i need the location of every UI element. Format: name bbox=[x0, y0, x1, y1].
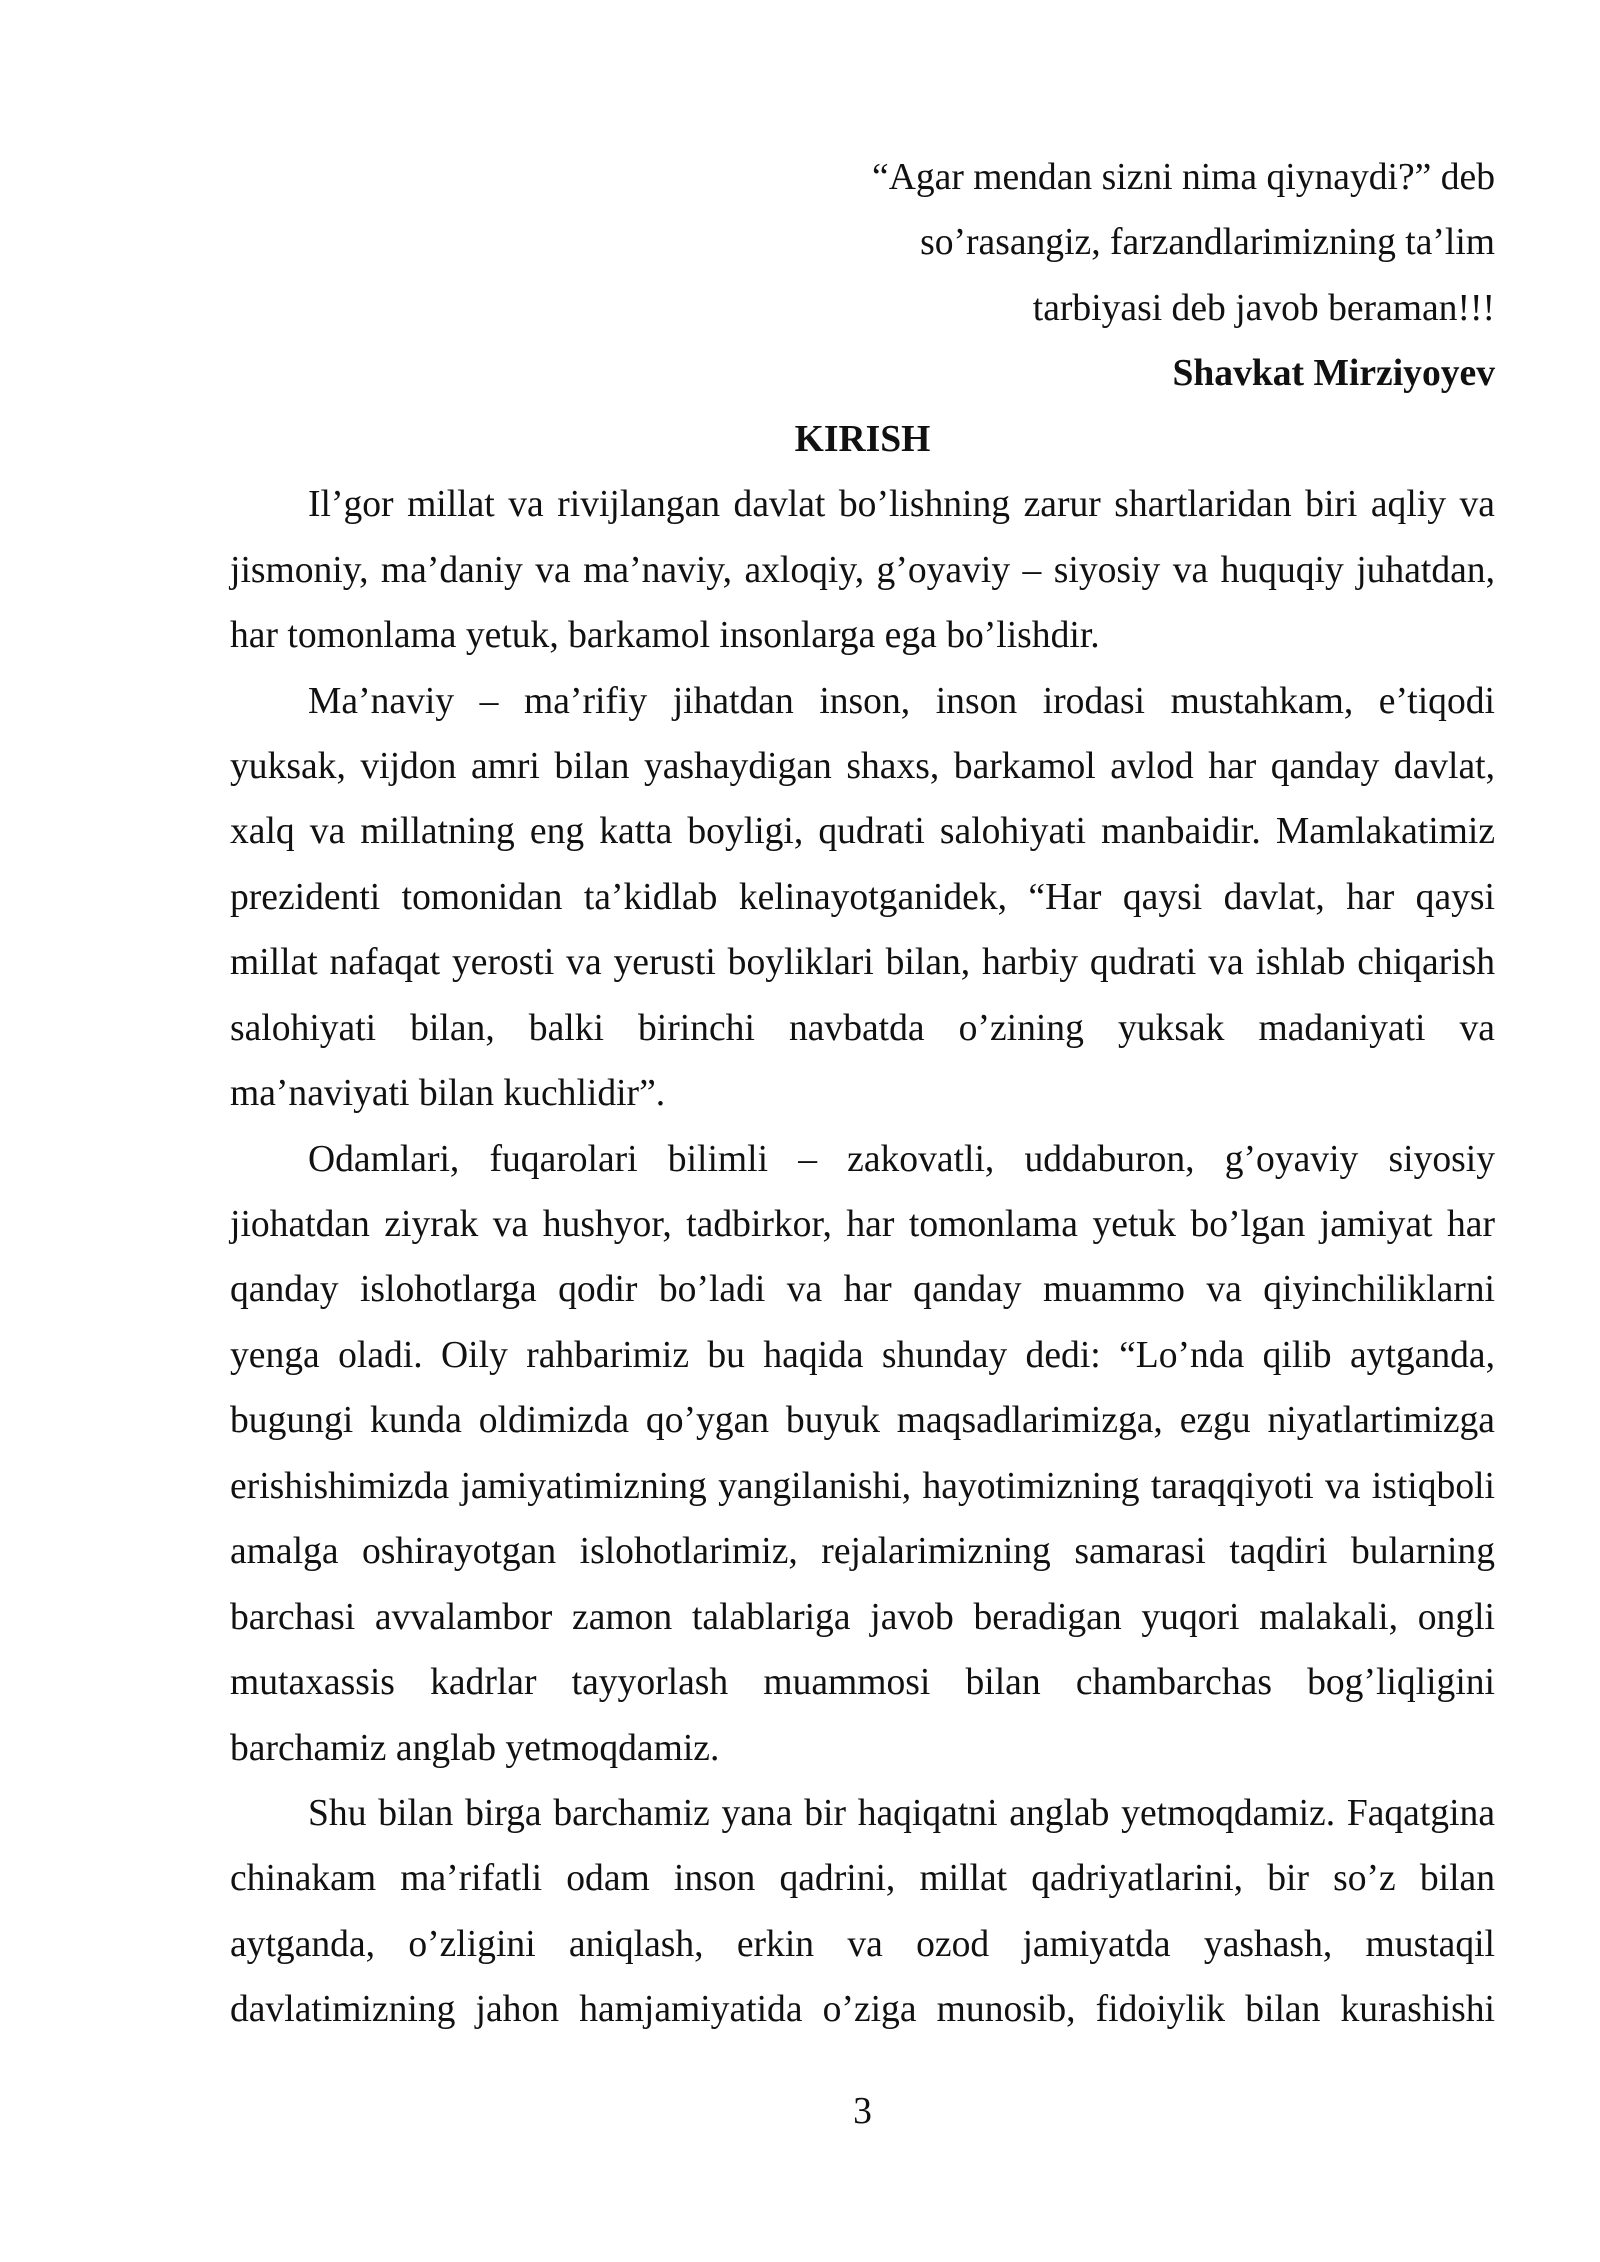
paragraph-line: Shu bilan birga barchamiz yana bir haqiqatni anglab yetmoqdamiz. Faqatgina bbox=[308, 1792, 1495, 1834]
paragraph-line: jismoniy, ma’daniy va ma’naviy, axloqiy, g’oyaviy – siyosiy va huquqiy juhatdan, bbox=[230, 549, 1495, 591]
paragraph-line: amalga oshirayotgan islohotlarimiz, rejalarimizning samarasi taqdiri bularning bbox=[230, 1531, 1495, 1573]
paragraph-line: davlatimizning jahon hamjamiyatida o’ziga munosib, fidoiylik bilan kurashishi bbox=[230, 1989, 1495, 2031]
paragraph-line: erishishimizda jamiyatimizning yangilanishi, hayotimizning taraqqiyoti va istiqboli bbox=[230, 1465, 1495, 1507]
paragraph-line: barchamiz anglab yetmoqdamiz. bbox=[230, 1727, 720, 1769]
epigraph-author: Shavkat Mirziyoyev bbox=[1172, 353, 1495, 395]
paragraph-line: jiohatdan ziyrak va hushyor, tadbirkor, har tomonlama yetuk bo’lgan jamiyat har bbox=[230, 1204, 1495, 1245]
section-heading: KIRISH bbox=[794, 418, 931, 460]
epigraph-line: so’rasangiz, farzandlarimizning ta’lim bbox=[920, 222, 1495, 264]
paragraph-line: barchasi avvalambor zamon talablariga javob beradigan yuqori malakali, ongli bbox=[230, 1596, 1495, 1638]
paragraph bbox=[230, 1781, 1495, 2043]
epigraph-line: “Agar mendan sizni nima qiynaydi?” deb bbox=[872, 157, 1495, 198]
paragraph-line: Il’gor millat va rivijlangan davlat bo’lishning zarur shartlaridan biri aqliy va bbox=[308, 484, 1495, 526]
paragraph-line: aytganda, o’zligini aniqlash, erkin va ozod jamiyatda yashash, mustaqil bbox=[230, 1923, 1495, 1965]
page-number: 3 bbox=[853, 2091, 872, 2132]
paragraph-line: Ma’naviy – ma’rifiy jihatdan inson, inson irodasi mustahkam, e’tiqodi bbox=[308, 680, 1495, 722]
text-column bbox=[230, 145, 1495, 2043]
paragraph-line: mutaxassis kadrlar tayyorlash muammosi bilan chambarchas bog’liqligini bbox=[230, 1662, 1495, 1704]
paragraph-line: yenga oladi. Oily rahbarimiz bu haqida shunday dedi: “Lo’nda qilib aytganda, bbox=[230, 1334, 1495, 1376]
paragraph-line: prezidenti tomonidan ta’kidlab kelinayotganidek, “Har qaysi davlat, har qaysi bbox=[230, 876, 1495, 918]
paragraph-line: xalq va millatning eng katta boyligi, qudrati salohiyati manbaidir. Mamlakatimiz bbox=[230, 811, 1495, 853]
paragraph-line: millat nafaqat yerosti va yerusti boyliklari bilan, harbiy qudrati va ishlab chiqarish bbox=[230, 942, 1495, 984]
paragraph-line: bugungi kunda oldimizda qo’ygan buyuk maqsadlarimizga, ezgu niyatlartimizga bbox=[230, 1400, 1495, 1442]
paragraph bbox=[230, 1127, 1495, 1781]
paragraph bbox=[230, 472, 1495, 668]
epigraph bbox=[230, 145, 1495, 407]
paragraph-line: Odamlari, fuqarolari bilimli – zakovatli, uddaburon, g’oyaviy siyosiy bbox=[308, 1138, 1495, 1180]
paragraph-line: qanday islohotlarga qodir bo’ladi va har qanday muammo va qiyinchiliklarni bbox=[230, 1269, 1495, 1311]
epigraph-line: tarbiyasi deb javob beraman!!! bbox=[1032, 287, 1495, 329]
paragraph-line: har tomonlama yetuk, barkamol insonlarga ega bo’lishdir. bbox=[230, 615, 1100, 657]
paragraph-line: yuksak, vijdon amri bilan yashaydigan shaxs, barkamol avlod har qanday davlat, bbox=[230, 745, 1495, 787]
paragraph-line: salohiyati bilan, balki birinchi navbatda o’zining yuksak madaniyati va bbox=[230, 1007, 1495, 1049]
paragraph bbox=[230, 669, 1495, 1127]
paragraph-line: ma’naviyati bilan kuchlidir”. bbox=[230, 1073, 666, 1115]
paragraph-line: chinakam ma’rifatli odam inson qadrini, millat qadriyatlarini, bir so’z bilan bbox=[230, 1858, 1495, 1900]
